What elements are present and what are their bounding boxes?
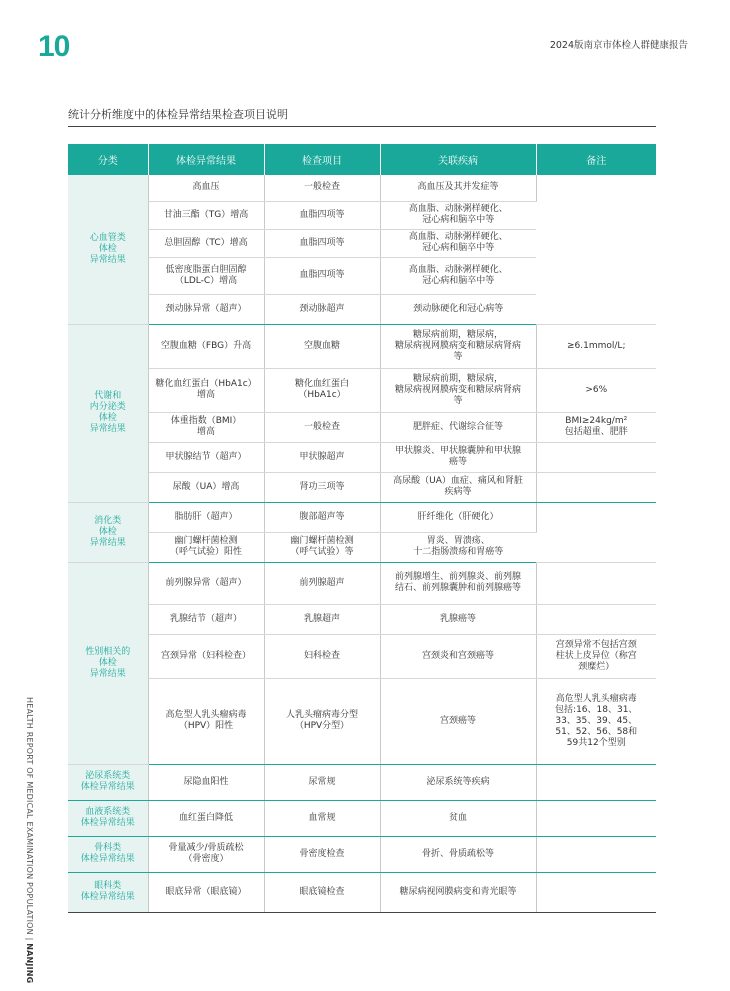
- disease-cell: 骨折、骨质疏松等: [380, 836, 536, 872]
- exam-cell: 血常规: [264, 800, 380, 836]
- note-cell: 宫颈异常不包括宫颈 柱状上皮异位（称宫 颈糜烂）: [536, 634, 656, 678]
- note-cell: [536, 604, 656, 634]
- note-cell: [536, 472, 656, 502]
- table-row: [68, 634, 656, 678]
- exam-cell: 甲状腺超声: [264, 442, 380, 472]
- disease-cell: 甲状腺炎、甲状腺囊肿和甲状腺 癌等: [380, 442, 536, 472]
- disease-cell: 高血脂、动脉粥样硬化、 冠心病和脑卒中等: [380, 257, 536, 294]
- result-cell: 骨量减少/骨质疏松 （骨密度）: [148, 836, 264, 872]
- exam-cell: 幽门螺杆菌检测 （呼气试验）等: [264, 532, 380, 562]
- exam-cell: 眼底镜检查: [264, 872, 380, 912]
- side-running-title-city: NANJING: [25, 943, 34, 984]
- table-header-row: [68, 144, 656, 175]
- disease-cell: 糖尿病视网膜病变和青光眼等: [380, 872, 536, 912]
- result-cell: 脂肪肝（超声）: [148, 502, 264, 532]
- note-cell: ≥6.1mmol/L;: [536, 324, 656, 368]
- table-row: [68, 472, 656, 502]
- exam-cell: 颈动脉超声: [264, 294, 380, 324]
- exam-cell: 妇科检查: [264, 634, 380, 678]
- category-cell: 性别相关的 体检 异常结果: [68, 562, 148, 764]
- result-cell: 高血压: [148, 175, 264, 201]
- exam-cell: 肾功三项等: [264, 472, 380, 502]
- table-row: [68, 324, 656, 368]
- result-cell: 甘油三酯（TG）增高: [148, 201, 264, 229]
- table-row: [68, 368, 656, 412]
- note-cell: [536, 764, 656, 800]
- disease-cell: 高尿酸（UA）血症、痛风和肾脏 疾病等: [380, 472, 536, 502]
- header-exam-item: 检查项目: [264, 144, 380, 175]
- side-running-title-sep: |: [25, 934, 34, 944]
- table-row: [68, 412, 656, 442]
- disease-cell: 乳腺癌等: [380, 604, 536, 634]
- result-cell: 宫颈异常（妇科检查）: [148, 634, 264, 678]
- disease-cell: 宫颈炎和宫颈癌等: [380, 634, 536, 678]
- note-cell: [536, 502, 656, 562]
- category-cell: 泌尿系统类 体检异常结果: [68, 764, 148, 800]
- note-cell: BMI≥24kg/m² 包括超重、肥胖: [536, 412, 656, 442]
- table-row: [68, 800, 656, 836]
- disease-cell: 肝纤维化（肝硬化）: [380, 502, 536, 532]
- exam-cell: 血脂四项等: [264, 257, 380, 294]
- note-cell: [536, 442, 656, 472]
- side-running-title: [24, 697, 34, 983]
- result-cell: 体重指数（BMI） 增高: [148, 412, 264, 442]
- exam-cell: 一般检查: [264, 412, 380, 442]
- exam-cell: 血脂四项等: [264, 201, 380, 229]
- result-cell: 糖化血红蛋白（HbA1c） 增高: [148, 368, 264, 412]
- category-cell: 眼科类 体检异常结果: [68, 872, 148, 912]
- disease-cell: 宫颈癌等: [380, 678, 536, 764]
- header-category: 分类: [68, 144, 148, 175]
- note-cell: >6%: [536, 368, 656, 412]
- disease-cell: 糖尿病前期，糖尿病， 糖尿病视网膜病变和糖尿病肾病 等: [380, 368, 536, 412]
- table-row: [68, 872, 656, 912]
- note-cell: [536, 800, 656, 836]
- disease-cell: 高血脂、动脉粥样硬化、 冠心病和脑卒中等: [380, 201, 536, 229]
- disease-cell: 泌尿系统等疾病: [380, 764, 536, 800]
- header-abnormal-result: 体检异常结果: [148, 144, 264, 175]
- disease-cell: 糖尿病前期，糖尿病， 糖尿病视网膜病变和糖尿病肾病 等: [380, 324, 536, 368]
- table-row: [68, 604, 656, 634]
- disease-cell: 前列腺增生、前列腺炎、前列腺 结石、前列腺囊肿和前列腺癌等: [380, 562, 536, 604]
- category-cell: 骨科类 体检异常结果: [68, 836, 148, 872]
- result-cell: 低密度脂蛋白胆固醇 （LDL-C）增高: [148, 257, 264, 294]
- disease-cell: 胃炎、胃溃疡、 十二指肠溃疡和胃癌等: [380, 532, 536, 562]
- result-cell: 幽门螺杆菌检测 （呼气试验）阳性: [148, 532, 264, 562]
- exam-cell: 腹部超声等: [264, 502, 380, 532]
- table-row: [68, 562, 656, 604]
- table-row: [68, 764, 656, 800]
- result-cell: 空腹血糖（FBG）升高: [148, 324, 264, 368]
- result-cell: 甲状腺结节（超声）: [148, 442, 264, 472]
- result-cell: 高危型人乳头瘤病毒 （HPV）阳性: [148, 678, 264, 764]
- header-related-disease: 关联疾病: [380, 144, 536, 175]
- disease-cell: 高血脂、动脉粥样硬化、 冠心病和脑卒中等: [380, 229, 536, 257]
- report-title: 2024版南京市体检人群健康报告: [549, 40, 688, 51]
- result-cell: 尿酸（UA）增高: [148, 472, 264, 502]
- disease-cell: 贫血: [380, 800, 536, 836]
- exam-cell: 空腹血糖: [264, 324, 380, 368]
- table-row: [68, 442, 656, 472]
- exam-cell: 骨密度检查: [264, 836, 380, 872]
- note-cell: [536, 562, 656, 604]
- category-cell: 心血管类 体检 异常结果: [68, 175, 148, 324]
- table-row: [68, 502, 656, 532]
- result-cell: 总胆固醇（TC）增高: [148, 229, 264, 257]
- exam-items-table: [68, 144, 656, 913]
- table-row: [68, 836, 656, 872]
- note-cell: [536, 175, 656, 324]
- side-running-title-main: HEALTH REPORT OF MEDICAL EXAMINATION POPULATION: [25, 697, 34, 935]
- category-cell: 代谢和 内分泌类 体检 异常结果: [68, 324, 148, 502]
- table-body: [68, 175, 656, 912]
- table-row: [68, 678, 656, 764]
- note-cell: 高危型人乳头瘤病毒 包括:16、18、31、 33、35、39、45、 51、52、56、58和 59共12个型别: [536, 678, 656, 764]
- note-cell: [536, 872, 656, 912]
- table-row: [68, 175, 656, 201]
- exam-cell: 一般检查: [264, 175, 380, 201]
- result-cell: 血红蛋白降低: [148, 800, 264, 836]
- section-title: 统计分析维度中的体检异常结果检查项目说明: [68, 108, 288, 121]
- exam-cell: 前列腺超声: [264, 562, 380, 604]
- note-cell: [536, 836, 656, 872]
- section-divider: [68, 126, 656, 127]
- category-cell: 消化类 体检 异常结果: [68, 502, 148, 562]
- disease-cell: 肥胖症、代谢综合征等: [380, 412, 536, 442]
- result-cell: 颈动脉异常（超声）: [148, 294, 264, 324]
- result-cell: 前列腺异常（超声）: [148, 562, 264, 604]
- disease-cell: 颈动脉硬化和冠心病等: [380, 294, 536, 324]
- page-number: 10: [38, 30, 70, 63]
- header-note: 备注: [536, 144, 656, 175]
- exam-cell: 糖化血红蛋白 （HbA1c）: [264, 368, 380, 412]
- result-cell: 乳腺结节（超声）: [148, 604, 264, 634]
- exam-cell: 人乳头瘤病毒分型 （HPV分型）: [264, 678, 380, 764]
- exam-cell: 乳腺超声: [264, 604, 380, 634]
- exam-cell: 尿常规: [264, 764, 380, 800]
- result-cell: 尿隐血阳性: [148, 764, 264, 800]
- result-cell: 眼底异常（眼底镜）: [148, 872, 264, 912]
- category-cell: 血液系统类 体检异常结果: [68, 800, 148, 836]
- disease-cell: 高血压及其并发症等: [380, 175, 536, 201]
- exam-cell: 血脂四项等: [264, 229, 380, 257]
